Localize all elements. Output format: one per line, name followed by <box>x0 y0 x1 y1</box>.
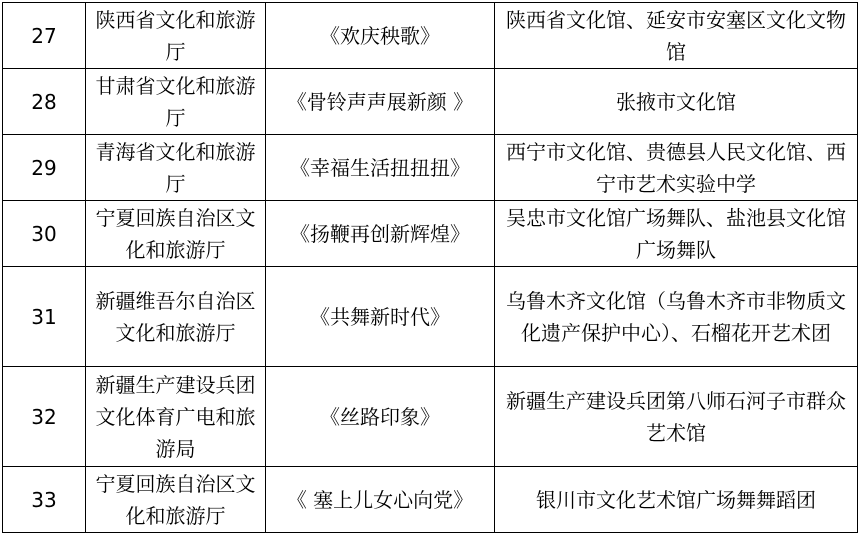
table-row <box>3 467 858 533</box>
organizer-cell: 宁夏回族自治区文化和旅游厅 <box>86 467 266 533</box>
performing-unit-cell: 张掖市文化馆 <box>495 69 858 135</box>
table-row <box>3 69 858 135</box>
row-number: 31 <box>3 267 86 367</box>
work-title-cell: 《丝路印象》 <box>266 367 495 467</box>
performing-unit-cell: 乌鲁木齐文化馆（乌鲁木齐市非物质文化遗产保护中心）、石榴花开艺术团 <box>495 267 858 367</box>
performing-unit-cell: 吴忠市文化馆广场舞队、盐池县文化馆广场舞队 <box>495 201 858 267</box>
performing-unit-cell: 银川市文化艺术馆广场舞舞蹈团 <box>495 467 858 533</box>
organizer-cell: 陕西省文化和旅游厅 <box>86 3 266 69</box>
organizer-cell: 新疆生产建设兵团文化体育广电和旅游局 <box>86 367 266 467</box>
table-row <box>3 267 858 367</box>
table-row <box>3 201 858 267</box>
performing-unit-cell: 陕西省文化馆、延安市安塞区文化文物馆 <box>495 3 858 69</box>
program-table <box>2 2 858 533</box>
organizer-cell: 新疆维吾尔自治区文化和旅游厅 <box>86 267 266 367</box>
work-title-cell: 《 塞上儿女心向党》 <box>266 467 495 533</box>
work-title-cell: 《幸福生活扭扭扭》 <box>266 135 495 201</box>
organizer-cell: 甘肃省文化和旅游厅 <box>86 69 266 135</box>
performing-unit-cell: 新疆生产建设兵团第八师石河子市群众艺术馆 <box>495 367 858 467</box>
performing-unit-cell: 西宁市文化馆、贵德县人民文化馆、西宁市艺术实验中学 <box>495 135 858 201</box>
table-row <box>3 367 858 467</box>
table-row <box>3 135 858 201</box>
table-row <box>3 3 858 69</box>
work-title-cell: 《共舞新时代》 <box>266 267 495 367</box>
organizer-cell: 青海省文化和旅游厅 <box>86 135 266 201</box>
work-title-cell: 《欢庆秧歌》 <box>266 3 495 69</box>
row-number: 28 <box>3 69 86 135</box>
row-number: 29 <box>3 135 86 201</box>
organizer-cell: 宁夏回族自治区文化和旅游厅 <box>86 201 266 267</box>
row-number: 32 <box>3 367 86 467</box>
work-title-cell: 《骨铃声声展新颜 》 <box>266 69 495 135</box>
work-title-cell: 《扬鞭再创新辉煌》 <box>266 201 495 267</box>
row-number: 30 <box>3 201 86 267</box>
row-number: 27 <box>3 3 86 69</box>
row-number: 33 <box>3 467 86 533</box>
